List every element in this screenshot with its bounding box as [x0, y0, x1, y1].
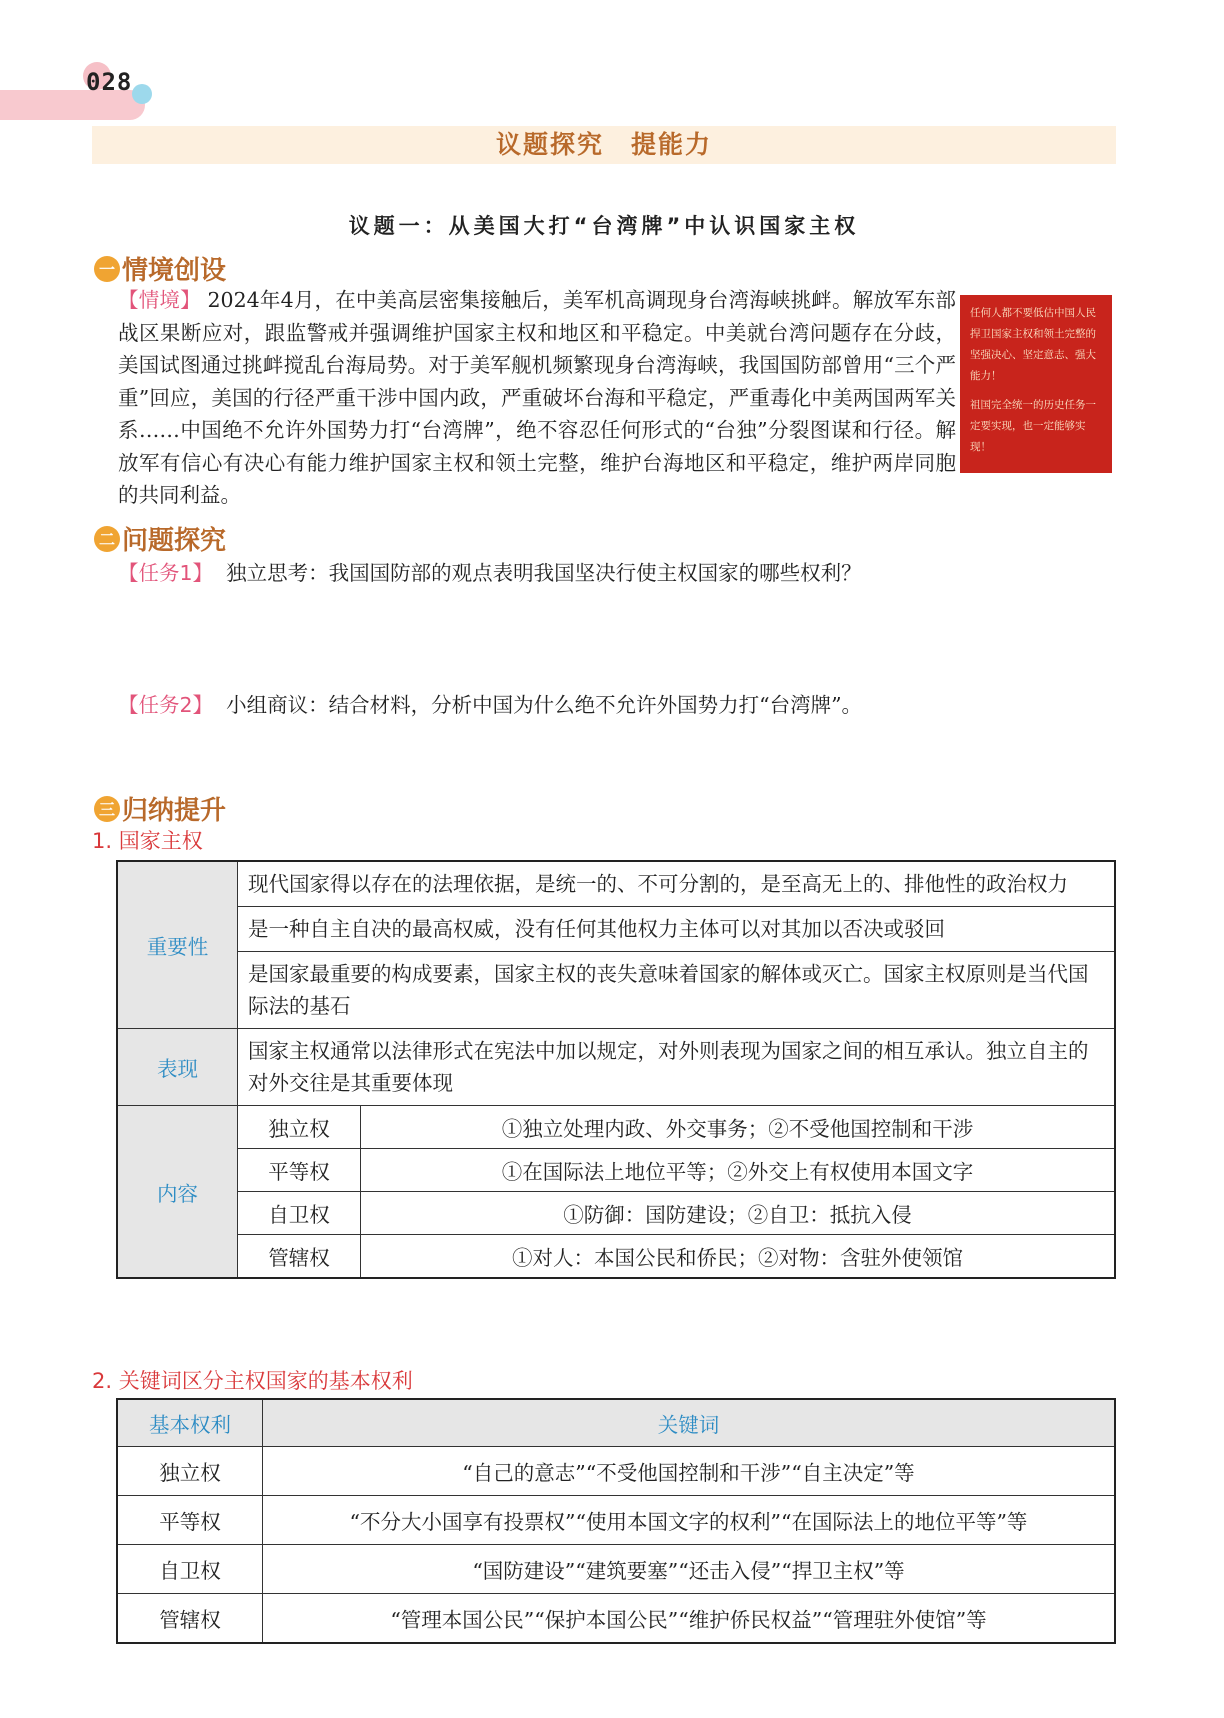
table-row: [117, 1106, 1115, 1149]
table-header-row: [117, 1399, 1115, 1447]
topic-title: 议题一：从美国大打“台湾牌”中认识国家主权: [348, 214, 860, 238]
section-heading-inquiry: [94, 520, 226, 557]
keywords-cell: “国防建设”“建筑要塞”“还击入侵”“捍卫主权”等: [263, 1545, 1116, 1594]
right-desc-cell: ①对人：本国公民和侨民；②对物：含驻外使领馆: [361, 1235, 1116, 1279]
right-desc-cell: ①独立处理内政、外交事务；②不受他国控制和干涉: [361, 1106, 1116, 1149]
sovereignty-table: [116, 860, 1116, 1279]
task-text: 独立思考：我国国防部的观点表明我国坚决行使主权国家的哪些权利？: [226, 561, 862, 585]
section-banner: [92, 126, 1116, 164]
task-text: 小组商议：结合材料，分析中国为什么绝不允许外国势力打“台湾牌”。: [226, 693, 863, 717]
table-row: [117, 1594, 1115, 1644]
right-name-cell: 自卫权: [238, 1192, 361, 1235]
importance-cell: 是一种自主自决的最高权威，没有任何其他权力主体可以对其加以否决或驳回: [238, 907, 1116, 952]
table-row: [117, 1447, 1115, 1496]
page-number: 028: [86, 68, 133, 96]
task-1: [118, 556, 862, 586]
importance-cell: 是国家最重要的构成要素，国家主权的丧失意味着国家的解体或灭亡。国家主权原则是当代国际法的基石: [238, 952, 1116, 1029]
poster-text: 任何人都不要低估中国人民捍卫国家主权和领土完整的坚强决心、坚定意志、强大能力！: [970, 307, 1096, 382]
table-row: [117, 1235, 1115, 1279]
section-title: 问题探究: [122, 526, 227, 556]
task-tag: 【任务1】: [118, 561, 214, 585]
section-heading-scenario: [94, 250, 226, 287]
decoration-dot: [132, 84, 152, 104]
keywords-cell: “不分大小国享有投票权”“使用本国文字的权利”“在国际法上的地位平等”等: [263, 1496, 1116, 1545]
right-name-cell: 自卫权: [117, 1545, 263, 1594]
table-row: [117, 907, 1115, 952]
scenario-text: 2024年4月，在中美高层密集接触后，美军机高调现身台湾海峡挑衅。解放军东部战区果断应对，跟监警戒并强调维护国家主权和地区和平稳定。中美就台湾问题存在分歧，美国试图通过挑衅搅乱台海局势。对于美军舰机频繁现身台湾海峡，我国国防部曾用“三个严重”回应，美国的行径严重干涉中国内政，严重破坏台海和平稳定，严重毒化中美两国两军关系……中国绝不允许外国势力打“台湾牌”，绝不容忍任何形式的“台独”分裂图谋和行径。解放军有信心有决心有能力维护国家主权和领土完整，维护台海地区和平稳定，维护两岸同胞的共同利益。: [118, 288, 956, 507]
manifestation-cell: 国家主权通常以法律形式在宪法中加以规定，对外则表现为国家之间的相互承认。独立自主的对外交往是其重要体现: [238, 1029, 1116, 1106]
section-number: 三: [94, 796, 120, 822]
keywords-cell: “管理本国公民”“保护本国公民”“维护侨民权益”“管理驻外使馆”等: [263, 1594, 1116, 1644]
poster-image: [960, 295, 1112, 473]
poster-text: 祖国完全统一的历史任务一定要实现，也一定能够实现！: [970, 399, 1096, 453]
right-desc-cell: ①防御：国防建设；②自卫：抵抗入侵: [361, 1192, 1116, 1235]
right-name-cell: 独立权: [238, 1106, 361, 1149]
banner-title: 议题探究 提能力: [495, 130, 712, 159]
section-heading-summary: [94, 790, 226, 827]
scenario-tag: 【情境】: [118, 288, 201, 312]
task-2: [118, 688, 862, 718]
subsection-title-keywords: 2. 关键词区分主权国家的基本权利: [92, 1369, 413, 1393]
table-row: [117, 1192, 1115, 1235]
keywords-table: [116, 1398, 1116, 1644]
keywords-cell: “自己的意志”“不受他国控制和干涉”“自主决定”等: [263, 1447, 1116, 1496]
right-name-cell: 平等权: [117, 1496, 263, 1545]
task-tag: 【任务2】: [118, 693, 214, 717]
importance-cell: 现代国家得以存在的法理依据，是统一的、不可分割的，是至高无上的、排他性的政治权力: [238, 861, 1116, 907]
row-label-manifestation: 表现: [117, 1029, 238, 1106]
section-number: 一: [94, 256, 120, 282]
section-number: 二: [94, 526, 120, 552]
row-label-content: 内容: [117, 1106, 238, 1279]
right-name-cell: 管辖权: [238, 1235, 361, 1279]
column-header: 基本权利: [117, 1399, 263, 1447]
right-name-cell: 独立权: [117, 1447, 263, 1496]
subsection-title-sovereignty: 1. 国家主权: [92, 829, 203, 853]
table-row: [117, 1149, 1115, 1192]
section-title: 归纳提升: [122, 796, 227, 826]
table-row: [117, 1029, 1115, 1106]
section-title: 情境创设: [122, 256, 227, 286]
right-desc-cell: ①在国际法上地位平等；②外交上有权使用本国文字: [361, 1149, 1116, 1192]
column-header: 关键词: [263, 1399, 1116, 1447]
table-row: [117, 861, 1115, 907]
right-name-cell: 管辖权: [117, 1594, 263, 1644]
row-label-importance: 重要性: [117, 861, 238, 1029]
table-row: [117, 952, 1115, 1029]
table-row: [117, 1496, 1115, 1545]
scenario-paragraph: [118, 284, 956, 512]
table-row: [117, 1545, 1115, 1594]
right-name-cell: 平等权: [238, 1149, 361, 1192]
